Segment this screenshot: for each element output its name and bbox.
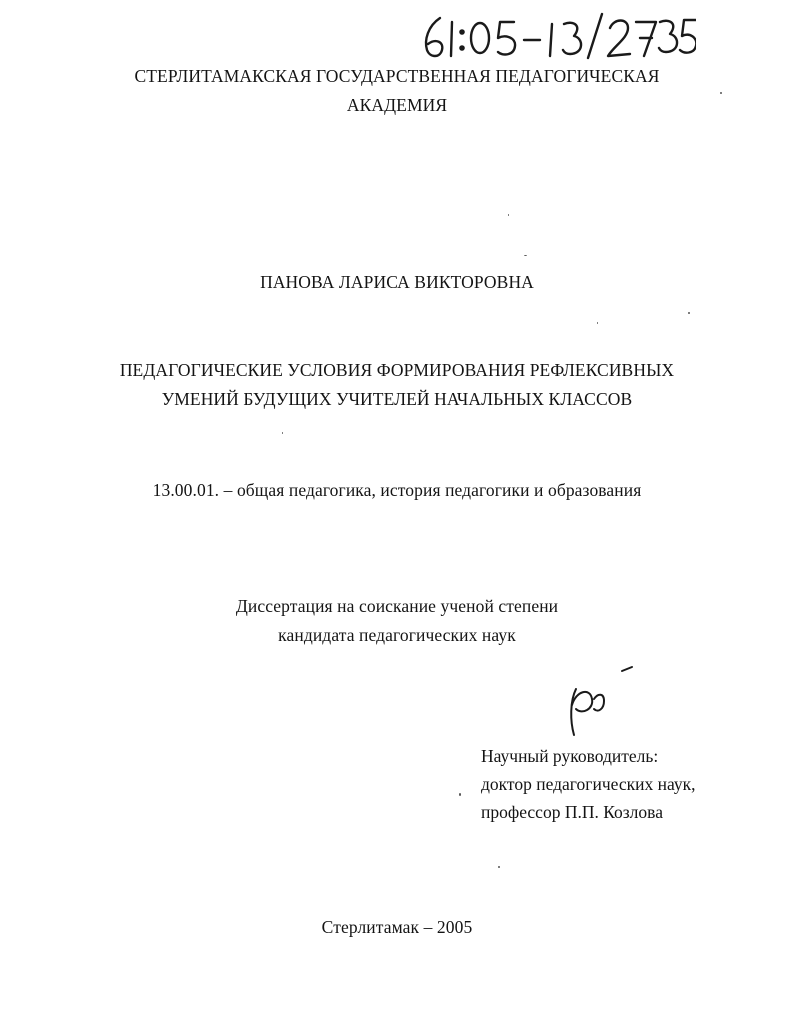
- institution-line-2: АКАДЕМИЯ: [346, 95, 448, 115]
- supervisor-name: профессор П.П. Козлова: [481, 802, 663, 822]
- specialty-code: 13.00.01. – общая педагогика, история педагогики и образования: [152, 480, 642, 500]
- institution-line-1: СТЕРЛИТАМАКСКАЯ ГОСУДАРСТВЕННАЯ ПЕДАГОГИЧЕСКАЯ: [134, 66, 660, 86]
- scan-speck: [282, 432, 283, 434]
- supervisor-degree: доктор педагогических наук,: [481, 774, 696, 794]
- scan-speck: [720, 92, 722, 94]
- author-name: ПАНОВА ЛАРИСА ВИКТОРОВНА: [260, 272, 534, 292]
- handwritten-signature: [560, 665, 640, 740]
- scan-speck: [688, 312, 690, 314]
- scan-speck: [459, 793, 461, 796]
- scan-speck: [597, 322, 598, 324]
- scan-speck: [508, 214, 509, 216]
- scan-speck: [524, 255, 527, 256]
- scan-speck: [498, 866, 500, 868]
- place-and-year: Стерлитамак – 2005: [321, 917, 473, 937]
- supervisor-label: Научный руководитель:: [481, 746, 659, 766]
- degree-line-2: кандидата педагогических наук: [278, 625, 516, 645]
- dissertation-title-line-2: УМЕНИЙ БУДУЩИХ УЧИТЕЛЕЙ НАЧАЛЬНЫХ КЛАССОВ: [161, 389, 633, 409]
- handwritten-archive-number: [418, 10, 696, 62]
- dissertation-title-line-1: ПЕДАГОГИЧЕСКИЕ УСЛОВИЯ ФОРМИРОВАНИЯ РЕФЛЕКСИВНЫХ: [119, 360, 675, 380]
- degree-line-1: Диссертация на соискание ученой степени: [235, 596, 559, 616]
